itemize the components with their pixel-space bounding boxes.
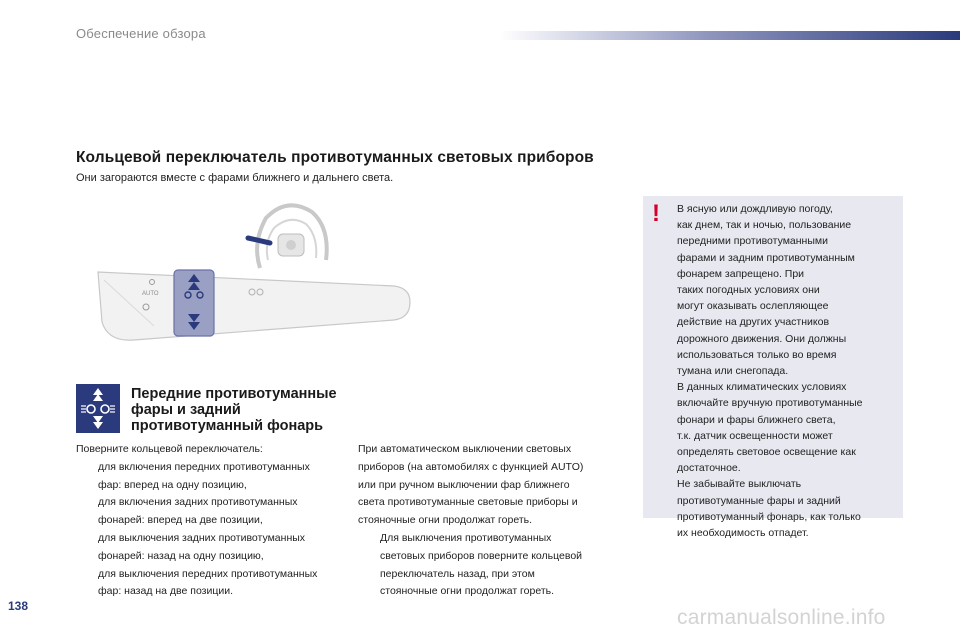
warning-line: таких погодных условиях они — [677, 284, 820, 297]
warning-line: В ясную или дождливую погоду, — [677, 203, 833, 215]
fog-heading-line: Передние противотуманные — [131, 386, 337, 402]
fog-section-heading — [131, 386, 346, 434]
instructions-intro: Поверните кольцевой переключатель: — [76, 443, 263, 455]
warning-line: могут оказывать ослепляющее — [677, 300, 829, 313]
list-item-line: фонарей: назад на одну позицию, — [98, 549, 264, 562]
paragraph-line: стояночные огни продолжат гореть. — [358, 514, 533, 527]
warning-text — [677, 201, 903, 541]
list-item — [76, 459, 346, 495]
warning-line: противотуманные фары и задний — [677, 494, 841, 507]
list-item-line: Для выключения противотуманных — [380, 531, 552, 544]
warning-line: использоваться только во время — [677, 348, 837, 361]
page-number: 138 — [8, 599, 29, 613]
fog-lights-icon — [76, 384, 120, 433]
header-gradient-bar — [500, 31, 960, 40]
list-item-line: для включения задних противотуманных — [98, 496, 298, 509]
list-item-line: переключатель назад, при этом — [380, 567, 535, 580]
warning-line: фарами и задним противотуманным — [677, 251, 855, 264]
warning-line: Не забывайте выключать — [677, 478, 802, 491]
warning-line: тумана или снегопада. — [677, 365, 789, 378]
list-item — [358, 530, 623, 601]
list-item-line: для включения передних противотуманных — [98, 460, 310, 473]
page-title: Кольцевой переключатель противотуманных световых приборов — [76, 149, 594, 166]
list-item-line: для выключения задних противотуманных — [98, 531, 306, 544]
warning-line: действие на других участников — [677, 316, 830, 329]
warning-line: достаточное. — [677, 462, 741, 475]
paragraph-line: При автоматическом выключении световых — [358, 443, 572, 455]
paragraph-line: света противотуманные световые приборы и — [358, 496, 578, 509]
list-item-line: фар: назад на две позиции. — [98, 585, 234, 598]
section-title: Обеспечение обзора — [76, 26, 206, 41]
list-item — [76, 566, 346, 602]
warning-line: включайте вручную противотуманные — [677, 397, 863, 410]
warning-line: В данных климатических условиях — [677, 381, 847, 394]
stalk-auto-label: AUTO — [142, 291, 159, 297]
warning-line: т.к. датчик освещенности может — [677, 429, 833, 442]
warning-line: передними противотуманными — [677, 235, 828, 248]
page-subtitle: Они загораются вместе с фарами ближнего и дальнего света. — [76, 172, 394, 184]
list-item-line: световых приборов поверните кольцевой — [380, 549, 583, 562]
warning-line: дорожного движения. Они должны — [677, 332, 847, 345]
warning-icon: ! — [652, 200, 660, 227]
list-item — [76, 530, 346, 566]
watermark: carmanualsonline.info — [677, 606, 886, 629]
list-item-line: фонарей: вперед на две позиции, — [98, 514, 263, 527]
warning-line: фонарем запрещено. При — [677, 267, 805, 280]
warning-line: определять световое освещение как — [677, 446, 856, 459]
warning-line: фонари и фары ближнего света, — [677, 413, 836, 426]
paragraph-line: или при ручном выключении фар ближнего — [358, 478, 570, 491]
auto-mode-column — [358, 441, 623, 601]
paragraph-line: приборов (на автомобилях с функцией AUTO) — [358, 460, 584, 473]
fog-heading-line: фары и задний — [131, 402, 241, 418]
warning-line: противотуманный фонарь, как только — [677, 510, 861, 523]
warning-line: их необходимость отпадет. — [677, 527, 809, 540]
list-item — [76, 494, 346, 530]
fog-heading-line: противотуманный фонарь — [131, 418, 324, 434]
warning-line: как днем, так и ночью, пользование — [677, 219, 852, 232]
instructions-column — [76, 441, 346, 601]
list-item-line: стояночные огни продолжат гореть. — [380, 585, 555, 598]
list-item-line: для выключения передних противотуманных — [98, 567, 318, 580]
list-item-line: фар: вперед на одну позицию, — [98, 478, 247, 491]
fog-ring-switch-illustration — [94, 262, 414, 348]
